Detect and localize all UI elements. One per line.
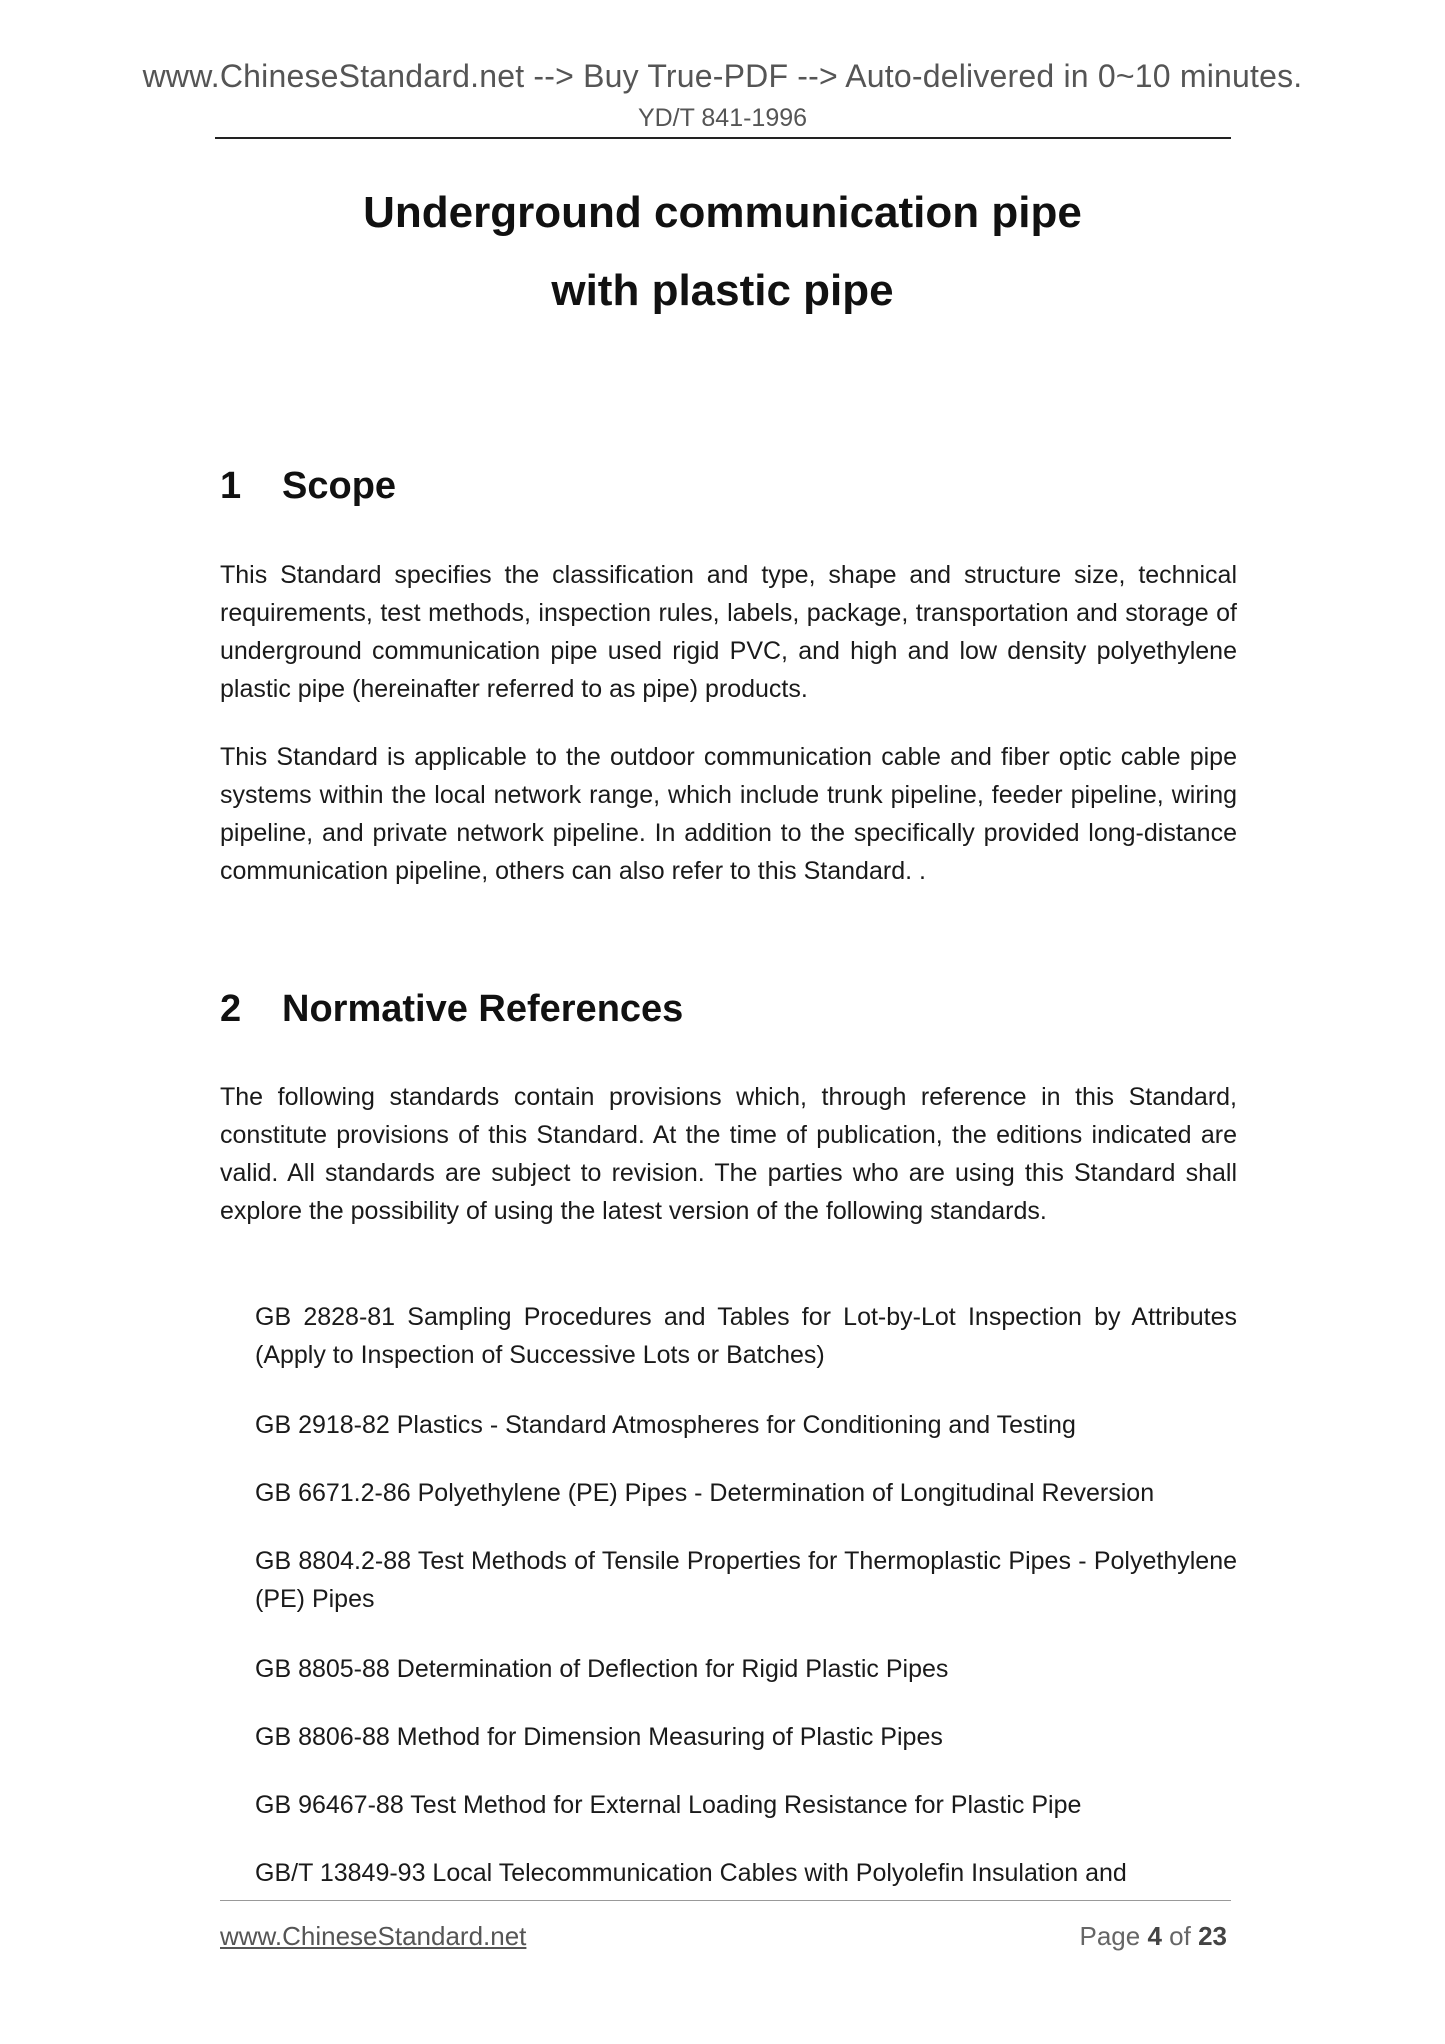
scope-paragraph-1: This Standard specifies the classification and type, shape and structure size, technical requirements, test methods, inspection rules, labels, package, transportation and storage of underground communication pipe used rigid PVC, and high and low density polyethylene plastic pipe (hereinafter referred to as pipe) products. — [220, 561, 1237, 703]
reference-item: GB 2828-81 Sampling Procedures and Tables for Lot-by-Lot Inspection by Attributes (Apply to Inspection of Successive Lots or Batches) — [255, 1303, 1237, 1369]
document-title-line-1: Underground communication pipe — [363, 188, 1082, 237]
page-indicator — [1079, 1921, 1227, 1952]
section-heading-scope — [220, 465, 396, 508]
page-of-label: of — [1169, 1921, 1191, 1951]
section-heading-normative-references — [220, 988, 683, 1031]
header-divider — [215, 137, 1231, 139]
footer-website-link[interactable]: www.ChineseStandard.net — [220, 1921, 527, 1951]
section-title: Normative References — [282, 988, 684, 1030]
references-intro-paragraph: The following standards contain provisions which, through reference in this Standard, constitute provisions of this Standard. At the time of publication, the editions indicated are valid. All standards are subject to revision. The parties who are using this Standard shall explore the possibility of using the latest version of the following standards. — [220, 1083, 1237, 1225]
section-title: Scope — [282, 465, 397, 507]
page-label: Page — [1079, 1921, 1141, 1951]
document-title-line-2: with plastic pipe — [551, 266, 894, 315]
page-total: 23 — [1198, 1921, 1227, 1951]
reference-item: GB 8805-88 Determination of Deflection for Rigid Plastic Pipes — [255, 1655, 949, 1683]
reference-item: GB/T 13849-93 Local Telecommunication Cables with Polyolefin Insulation and — [255, 1859, 1127, 1887]
section-number: 1 — [220, 465, 242, 507]
reference-item: GB 8804.2-88 Test Methods of Tensile Properties for Thermoplastic Pipes - Polyethylene (PE) Pipes — [255, 1547, 1237, 1613]
footer-divider — [220, 1900, 1231, 1901]
header-banner: www.ChineseStandard.net --> Buy True-PDF --> Auto-delivered in 0~10 minutes. — [142, 58, 1303, 94]
reference-item: GB 96467-88 Test Method for External Loading Resistance for Plastic Pipe — [255, 1791, 1082, 1819]
reference-item: GB 2918-82 Plastics - Standard Atmospheres for Conditioning and Testing — [255, 1411, 1076, 1439]
reference-item: GB 8806-88 Method for Dimension Measuring of Plastic Pipes — [255, 1723, 943, 1751]
reference-item: GB 6671.2-86 Polyethylene (PE) Pipes - Determination of Longitudinal Reversion — [255, 1479, 1155, 1507]
page-current: 4 — [1147, 1921, 1162, 1951]
section-number: 2 — [220, 988, 242, 1030]
scope-paragraph-2: This Standard is applicable to the outdoor communication cable and fiber optic cable pipe systems within the local network range, which include trunk pipeline, feeder pipeline, wiring pipeline, and private network pipeline. In addition to the specifically provided long-distance communication pipeline, others can also refer to this Standard. . — [220, 743, 1237, 885]
standard-code: YD/T 841-1996 — [637, 104, 808, 132]
